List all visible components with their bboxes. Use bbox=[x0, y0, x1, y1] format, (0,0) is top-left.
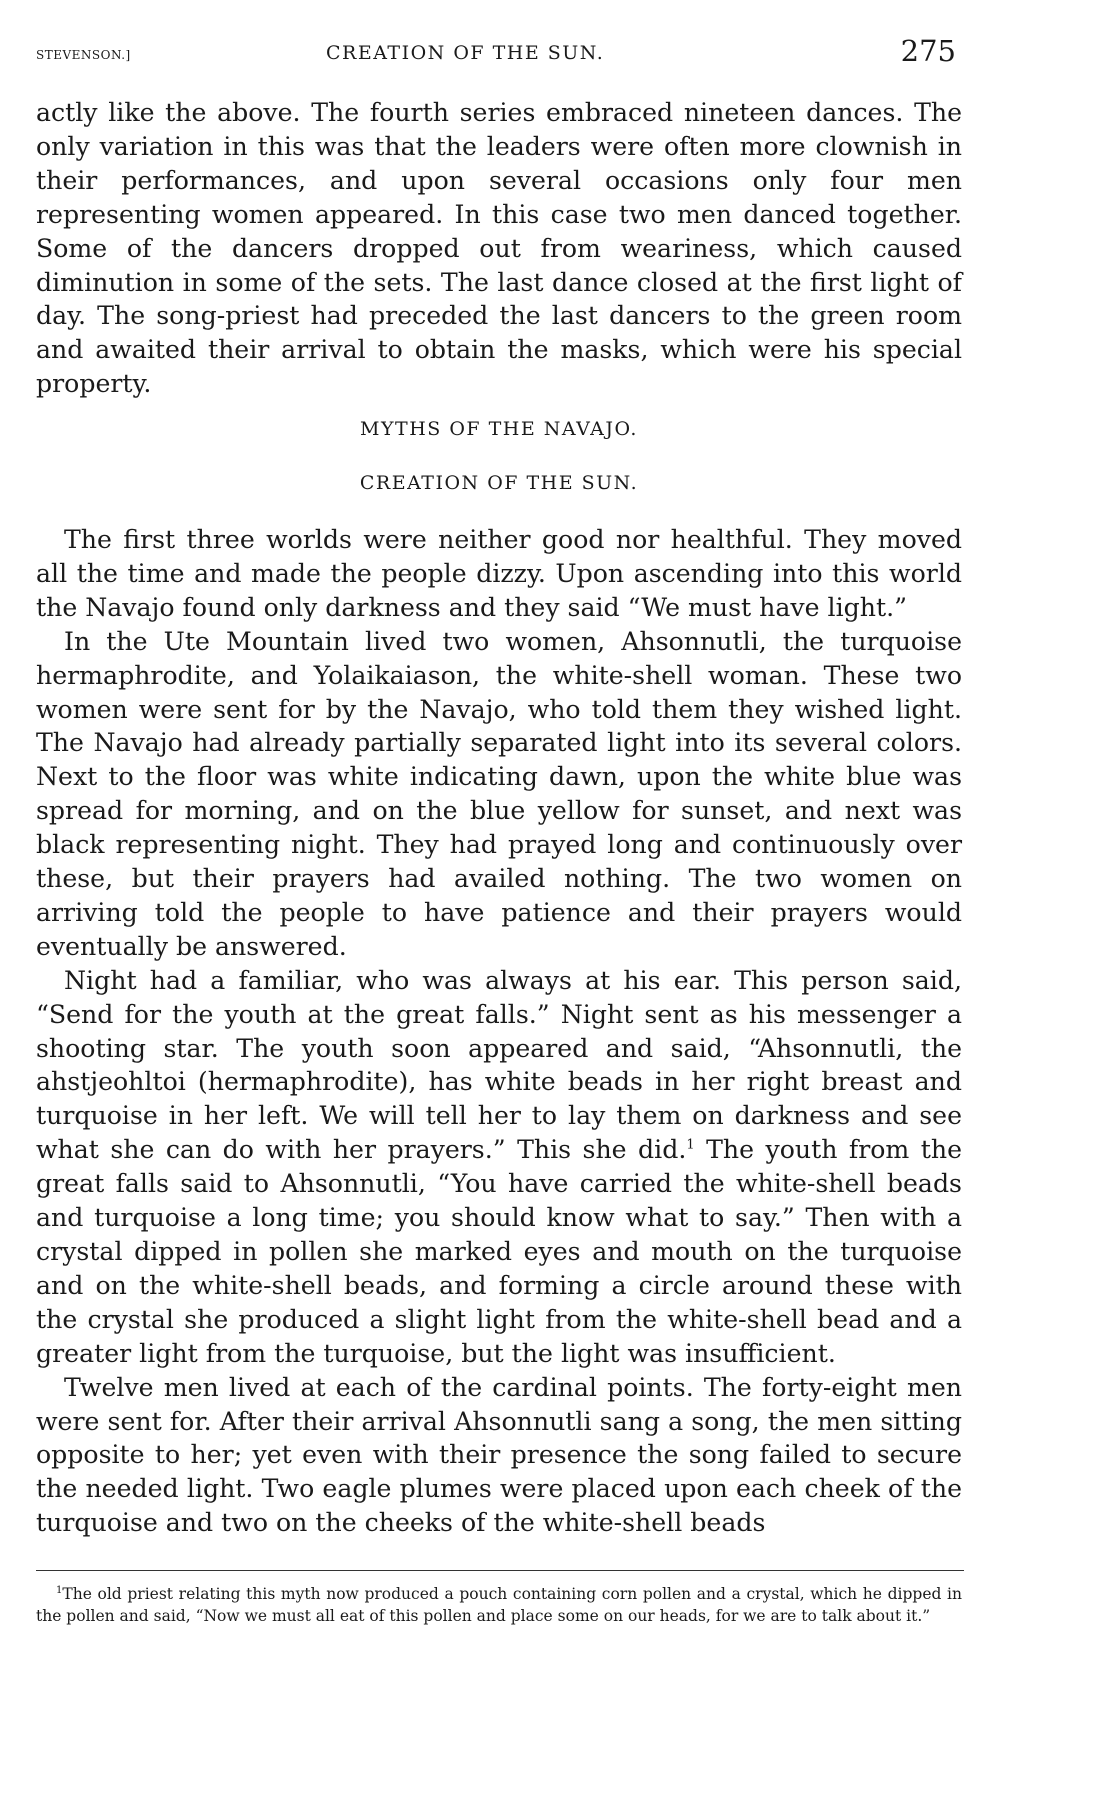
paragraph: In the Ute Mountain lived two women, Ahsonnutli, the turquoise hermaphrodite, and Yolaikaiason, the white-shell woman. These two women were sent for by the Navajo, who told them they wished light. The Navajo had already partially separated light into its several colors. Next to the floor was white indicating dawn, upon the white blue was spread for morning, and on the blue yellow for sunset, and next was black representing night. They had prayed long and continuously over these, but their prayers had availed nothing. The two women on arriving told the people to have patience and their prayers would eventually be answered. bbox=[36, 626, 962, 961]
footnote-reference: 1 bbox=[686, 1137, 695, 1153]
footnote-text: The old priest relating this myth now produced a pouch containing corn pollen and a crystal, which he dipped in the pollen and said, “Now we must all eat of this pollen and place some on our heads, for we are to talk about it.” bbox=[36, 1585, 962, 1625]
running-head-title: CREATION OF THE SUN. bbox=[326, 42, 605, 64]
paragraph-part: The youth from the great falls said to Ahsonnutli, “You have carried the white-shell beads and turquoise a long time; you should know what to say.” Then with a crystal dipped in pollen she marked eyes and mouth on the turquoise and on the white-shell beads, and forming a circle around these with the crystal she produced a slight light from the white-shell bead and a greater light from the turquoise, but the light was insufficient. bbox=[36, 1135, 963, 1368]
footnote-marker: 1 bbox=[56, 1584, 63, 1596]
running-head-author: STEVENSON.] bbox=[36, 48, 131, 62]
paragraph: Twelve men lived at each of the cardinal points. The forty-eight men were sent for. After their arrival Ahsonnutli sang a song, the men sitting opposite to her; yet even with their presence the song failed to secure the needed light. Two eagle plumes were placed upon each cheek of the turquoise and two on the cheeks of the white-shell beads bbox=[36, 1372, 962, 1538]
page-number: 275 bbox=[900, 34, 956, 68]
running-head bbox=[36, 34, 956, 74]
story-text bbox=[36, 523, 962, 1540]
paragraph-part: Night had a familiar, who was always at his ear. This person said, “Send for the youth at the great falls.” Night sent as his messenger a shooting star. The youth soon appeared and said, “Ahsonnutli, the ahstjeohltoi (hermaphrodite), has white beads in her right breast and turquoise in her left. We will tell her to lay them on darkness and see what she can do with her prayers.” This she did. bbox=[36, 965, 962, 1165]
footnote-divider bbox=[36, 1570, 964, 1571]
footnote bbox=[36, 1584, 962, 1627]
continued-paragraph: actly like the above. The fourth series embraced nineteen dances. The only variation in this was that the leaders were often more clownish in their performances, and upon several occasions only four men representing women appeared. In this case two men danced together. Some of the dancers dropped out from weariness, which caused diminution in some of the sets. The last dance closed at the first light of day. The song-priest had preceded the last dancers to the green room and awaited their arrival to obtain the masks, which were his special property. bbox=[36, 98, 962, 399]
subsection-heading: CREATION OF THE SUN. bbox=[359, 472, 639, 495]
paragraph: The first three worlds were neither good nor healthful. They moved all the time and made the people dizzy. Upon ascending into this world the Navajo found only darkness and they said “We must have light.” bbox=[36, 524, 962, 622]
section-heading: MYTHS OF THE NAVAJO. bbox=[360, 418, 638, 441]
paragraph bbox=[36, 964, 962, 1371]
body-text bbox=[36, 96, 962, 1540]
